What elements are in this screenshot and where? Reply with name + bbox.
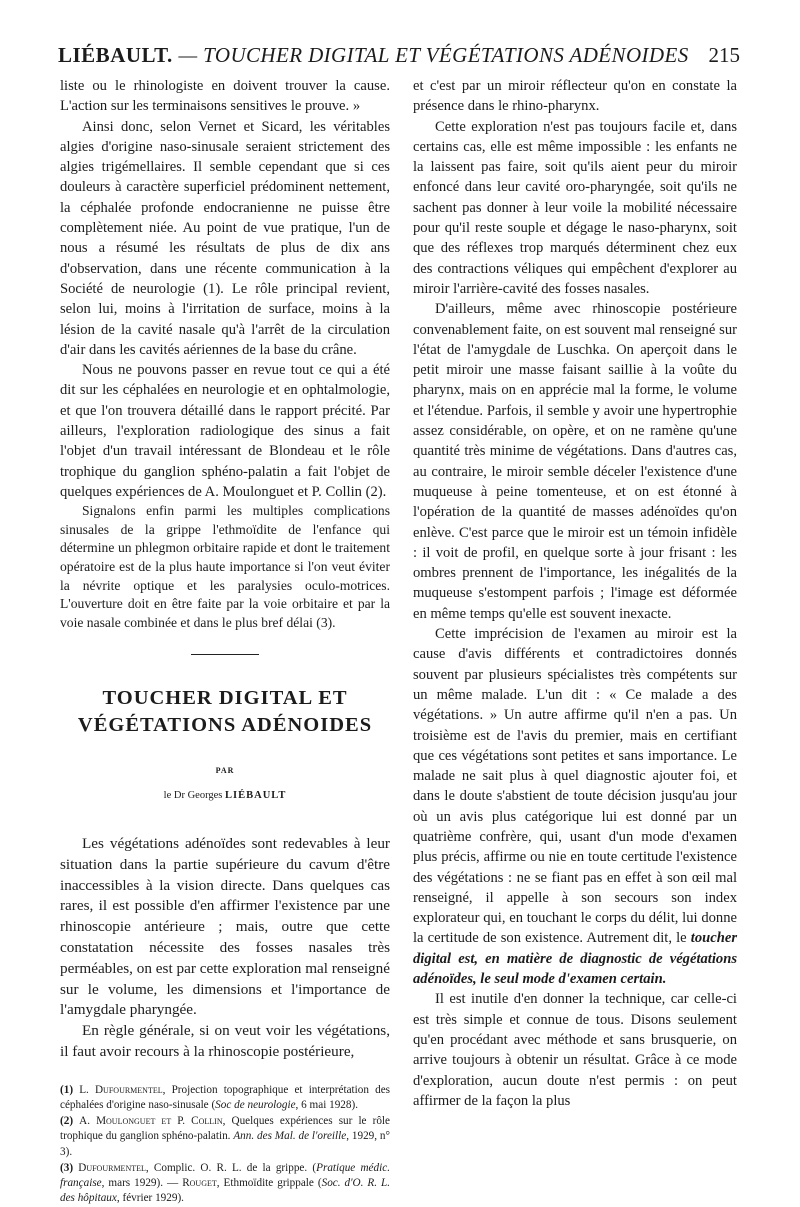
article-title-line-1: TOUCHER DIGITAL ET bbox=[102, 687, 348, 710]
left-paragraph-3: Nous ne pouvons passer en revue tout ce qui a été dit sur les céphalées en neurologie et en ophtalmologie, et que l'on trouvera détaillé dans le rapport précité. Par ailleurs, l'exploration radiologique des sinus a fait l'objet d'un travail intéressant de Blondeau et le rôle trophique du ganglion sphéno-palatin a fait l'objet de quelques expériences de A. Moulonguet et P. Collin (2). bbox=[60, 362, 390, 500]
page-number: 215 bbox=[708, 43, 740, 67]
left-paragraph-2: Ainsi donc, selon Vernet et Sicard, les véritables algies d'origine naso-sinusale seraient strictement des algies trigémellaires. Il semble cependant que si ces douleurs à caractère superficiel prédominent nettement, la céphalée profonde endocranienne ne puisse être complètement niée. Au point de vue pratique, l'un de nous a résumé les résultats de plus de dix ans d'observation, dans une récente communication à la Société de neurologie (1). Le rôle principal revient, selon lui, moins à l'irritation de surface, moins à la lésion de la cavité nasale qu'à l'arrêt de la circulation d'air dans les cavités aériennes de la base du crâne. bbox=[60, 118, 390, 358]
right-paragraph-5: Il est inutile d'en donner la technique, car celle-ci est très simple et connue de tous. Disons seulement qu'en procédant avec méthode et sans brusquerie, on arrive toujours à obtenir un résultat. Grâce à ce mode d'exploration, aucun doute n'est permis : on peut affirmer de la façon la plus bbox=[413, 991, 737, 1109]
right-paragraph-4: Cette imprécision de l'examen au miroir est la cause d'avis différents et contradictoires donnés souvent par plusieurs spécialistes très compétents sur un même malade. L'un dit : « Ce malade a des végétations. » Un autre affirme qu'il n'en a pas. Un troisième est de l'avis du premier, mais en certifiant que ces végétations sont petites et sans importance. Le malade ne sait plus à quel diagnostic ajouter foi, et dans le doute s'abstient de toute décision jusqu'au jour où un avis plus catégorique lui est donné par un quatrième confrère, qui, usant d'un mode d'examen plus précis, affirme ou nie en toute certitude l'existence des végétations : ne se fiant pas en effet à son œil mal renseigné, il appelle à son secours son index explorateur qui, en touchant le corps du délit, lui donne la certitude de son existence. Autrement dit, le toucher digital est, en matière de diagnostic de végétations adénoïdes, le seul mode d'examen certain. bbox=[413, 626, 737, 988]
footnote-3: (3) Dufourmentel, Complic. O. R. L. de la grippe. (Pratique médic. française, mars 1929). — Rouget, Ethmoïdite grippale (Soc. d'O. R. L. des hôpitaux, février 1929). bbox=[60, 1161, 390, 1205]
right-column bbox=[413, 76, 737, 1111]
left-paragraph-6: En règle générale, si on veut voir les végétations, il faut avoir recours à la rhinoscopie postérieure, bbox=[60, 1022, 390, 1060]
right-paragraph-1: et c'est par un miroir réflecteur qu'on en constate la présence dans le rhino-pharynx. bbox=[413, 78, 737, 115]
byline bbox=[60, 786, 390, 806]
footnote-1: (1) L. Dufourmentel, Projection topographique et interprétation des céphalées d'origine naso-sinusale (Soc de neurologie, 6 mai 1928). bbox=[60, 1083, 391, 1111]
right-paragraph-3: D'ailleurs, même avec rhinoscopie postérieure convenablement faite, on est souvent mal renseigné sur l'état de l'amygdale de Luschka. On aperçoit dans le petit miroir une masse faisant saillie à la voûte du pharynx, mais on en apprécie mal la forme, le volume et l'étendue. Parfois, il semble y avoir une hypertrophie assez considérable, on opère, et on ne ramène qu'une quantité très minime de végétations. Dans d'autres cas, au contraire, le miroir semble déceler l'existence d'une muqueuse à peine tomenteuse, et on est étonné à l'opération de la quantité de masses adénoïdes qu'on enlève. C'est parce que le miroir est un témoin infidèle : il voit de profil, en quelque sorte à jour frisant : les ombres prennent de l'importance, les inégalités de la muqueuse s'estompent parfois ; l'image est déformée en même temps qu'elle est souvent inexacte. bbox=[413, 301, 737, 622]
header-author: LIÉBAULT. bbox=[58, 43, 173, 67]
emphasis-conclusion: toucher digital est, en matière de diagnostic de végétations adénoïdes, le seul mode d'examen certain. bbox=[413, 930, 737, 988]
byline-author: LIÉBAULT bbox=[225, 789, 287, 801]
section-divider bbox=[191, 654, 259, 655]
header-title: — TOUCHER DIGITAL ET VÉGÉTATIONS ADÉNOIDES bbox=[172, 43, 689, 67]
left-column bbox=[60, 76, 390, 1207]
footnote-2: (2) A. Moulonguet et P. Collin, Quelques expériences sur le rôle trophique du ganglion sphéno-palatin. Ann. des Mal. de l'oreille, 1929, n° 3). bbox=[60, 1115, 390, 1158]
byline-par: PAR bbox=[215, 766, 235, 776]
left-paragraph-1: liste ou le rhinologiste en doivent trouver la cause. L'action sur les terminaisons sensitives le prouve. » bbox=[60, 78, 390, 115]
running-header bbox=[58, 40, 740, 74]
left-paragraph-5: Les végétations adénoïdes sont redevables à leur situation dans la partie supérieure du cavum d'être inaccessibles à la vision directe. Dans quelques cas rares, il est possible d'en affirmer l'existence par une rhinoscopie antérieure ; mais, outre que cette constatation nécessite des fosses nasales très perméables, on est par cette exploration mal renseigné sur le volume, les dimensions et l'importance de l'amygdale pharyngée. bbox=[60, 834, 390, 1019]
right-paragraph-2: Cette exploration n'est pas toujours facile et, dans certains cas, elle est même impossible : les enfants ne la laissent pas faire, soit qu'ils aient peur du miroir enfoncé dans leur cavité oro-pharyngée, soit qu'ils ne sachent pas donner à leur voile la mobilité nécessaire pour qu'il reste souple et dégage le naso-pharynx, soit que des réflexes trop marqués déterminent chez eux des contractions véliques qui empêchent d'explorer au miroir l'arrière-cavité des fosses nasales. bbox=[413, 118, 737, 297]
byline-prefix: le Dr Georges bbox=[163, 789, 226, 801]
article-title-line-2: VÉGÉTATIONS ADÉNOIDES bbox=[77, 714, 373, 737]
left-paragraph-4: Signalons enfin parmi les multiples complications sinusales de la grippe l'ethmoïdite de l'enfance qui détermine un phlegmon orbitaire rapide et dont le traitement opératoire est de la plus haute importance si l'on veut éviter la névrite optique et les paralysies oculo-motrices. L'ouverture doit en être faite par la voie orbitaire et par la voie nasale combinée et dans le plus bref délai (3). bbox=[60, 503, 390, 630]
footnotes bbox=[60, 1083, 390, 1207]
